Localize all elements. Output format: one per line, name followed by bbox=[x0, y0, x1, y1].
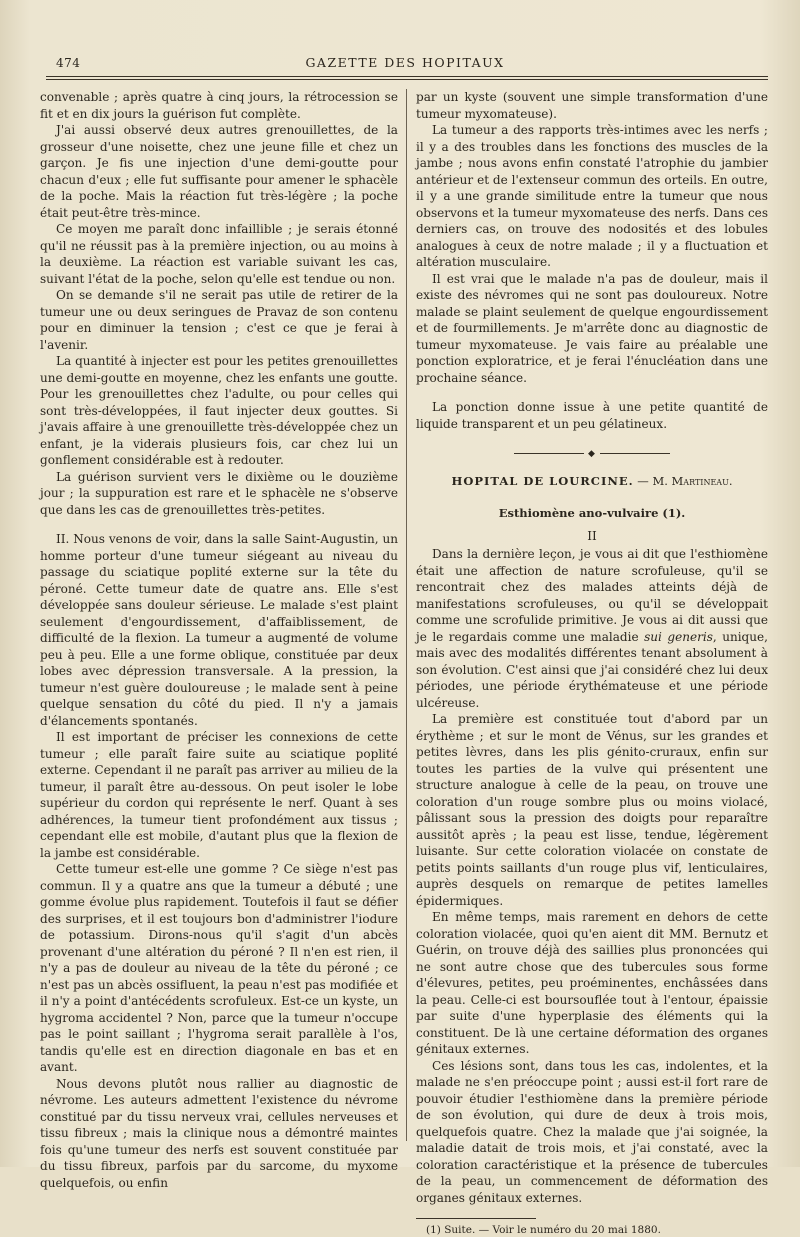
page-header bbox=[40, 48, 770, 72]
paragraph: Cette tumeur est-elle une gomme ? Ce siège n'est pas commun. Il y a quatre ans que la tumeur a débuté ; une gomme évolue plus rapidement. Toutefois il faut se défier des surprises, et il est toujours bon d'administrer l'iodure de potassium. Dirons-nous qu'il s'agit d'un abcès provenant d'une altération du péroné ? Il n'en est rien, il n'y a pas de douleur au niveau de la tête du péroné ; ce n'est pas un abcès ossifluent, la peau n'est pas modifiée et il n'y a point d'antécédents scrofuleux. Est-ce un kyste, un hygroma accidentel ? Non, parce que la tumeur n'occupe pas le point saillant ; l'hygroma serait parallèle à l'os, tandis qu'elle est en direction diagonale en bas et en avant. bbox=[40, 862, 398, 1074]
paragraph: convenable ; après quatre à cinq jours, la rétrocession se fit et en dix jours la guérison fut complète. bbox=[40, 90, 398, 121]
column-divider bbox=[406, 89, 407, 1141]
paragraph: II. Nous venons de voir, dans la salle Saint-Augustin, un homme porteur d'une tumeur siégeant au niveau du passage du sciatique poplité externe sur la tête du péroné. Cette tumeur date de quatre ans. Elle s'est développée sans douleur sérieuse. Le malade s'est plaint seulement d'engourdissement, d'affaiblissement, de difficulté de la flexion. La tumeur a augmenté de volume peu à peu. Elle a une forme oblique, constituée par deux lobes avec dépression transversale. A la pression, la tumeur n'est guère douloureuse ; le malade sent à peine quelque sensation du côté du pied. Il n'y a jamais d'élancements spontanés. bbox=[40, 532, 398, 728]
heading-separator: — bbox=[633, 473, 653, 488]
italic-term: sui generis bbox=[644, 629, 713, 644]
paragraph: En même temps, mais rarement en dehors de cette coloration violacée, quoi qu'en aient dit MM. Bernutz et Guérin, on trouve déjà des saillies plus prononcées qui ne sont autre chose que des tubercules sous forme d'élevures, petites, peu proéminentes, enchâssées dans la peau. Celle-ci est boursouflée tout à l'entour, épaissie par suite d'une hyperplasie des éléments qui la constituent. De là une certaine déformation des organes génitaux externes. bbox=[416, 910, 768, 1056]
paragraph: Ces lésions sont, dans tous les cas, indolentes, et la malade ne s'en préoccupe point ; aussi est-il fort rare de pouvoir étudier l'esthiomène dans la première période de son évolution, qui dure de deux à trois mois, quelquefois quatre. Chez la malade que j'ai soignée, la maladie datait de trois mois, et j'ai constaté, avec la coloration caractéristique et la présence de tubercules de la peau, un commencement de déformation des organes génitaux externes. bbox=[416, 1058, 768, 1205]
paragraph: Il est vrai que le malade n'a pas de douleur, mais il existe des névromes qui ne sont pas douloureux. Notre malade se plaint seulement de quelque engourdissement et de fourmillements. Je m'arrête donc au diagnostic de tumeur myxomateuse. Je vais faire au préalable une ponction exploratrice, et je ferai l'énucléation dans une prochaine séance. bbox=[416, 271, 768, 385]
paragraph: par un kyste (souvent une simple transformation d'une tumeur myxomateuse). bbox=[416, 90, 768, 121]
paragraph-gap bbox=[416, 386, 768, 399]
running-title: GAZETTE DES HOPITAUX bbox=[305, 55, 505, 70]
right-column bbox=[416, 89, 768, 1237]
paragraph-gap bbox=[40, 518, 398, 531]
section-separator bbox=[416, 446, 768, 463]
paragraph-text: , unique, mais avec des modalités différentes tenant absolument à son évolution. C'est ainsi que j'ai considéré chez lui deux périodes, une période érythémateuse et une période ulcéreuse. bbox=[416, 629, 768, 710]
header-rule-thin bbox=[46, 79, 768, 80]
paragraph: La guérison survient vers le dixième ou le douzième jour ; la suppuration est rare et le sphacèle ne s'observe que dans les cas de grenouillettes très-petites. bbox=[40, 469, 398, 517]
article-title: Esthiomène ano-vulvaire (1). bbox=[498, 506, 686, 520]
section-heading bbox=[416, 473, 768, 490]
professor-name: M. Martineau. bbox=[652, 473, 733, 488]
hospital-name: HOPITAL DE LOURCINE. bbox=[451, 473, 634, 488]
page-number: 474 bbox=[56, 56, 81, 70]
paragraph: La ponction donne issue à une petite quantité de liquide transparent et un peu gélatineux. bbox=[416, 400, 768, 431]
paragraph: La tumeur a des rapports très-intimes avec les nerfs ; il y a des troubles dans les fonctions des muscles de la jambe ; nous avons enfin constaté l'atrophie du jambier antérieur et de l'extenseur commun des orteils. En outre, il y a une grande similitude entre la tumeur que nous observons et la tumeur myxomateuse des nerfs. Dans ces derniers cas, on trouve des nodosités et des lobules analogues à ceux de notre malade ; il y a fluctuation et altération musculaire. bbox=[416, 123, 768, 269]
header-rule bbox=[46, 76, 768, 77]
left-column bbox=[40, 89, 398, 1191]
paragraph: J'ai aussi observé deux autres grenouillettes, de la grosseur d'une noisette, chez une jeune fille et chez un garçon. Je fis une injection d'une demi-goutte pour chacun d'eux ; elle fut suffisante pour amener le sphacèle de la poche. Mais la réaction fut très-légère ; la poche était peut-être très-mince. bbox=[40, 123, 398, 220]
paragraph: La première est constituée tout d'abord par un érythème ; et sur le mont de Vénus, sur les grandes et petites lèvres, dans les plis génito-cruraux, enfin sur toutes les parties de la vulve qui présentent une structure analogue à celle de la peau, on trouve une coloration d'un rouge sombre plus ou moins violacé, pâlissant sous la pression des doigts pour reparaître aussitôt après ; la peau est lisse, tendue, légèrement luisante. Sur cette coloration violacée on constate de petits points saillants d'un rouge plus vif, lenticulaires, auprès desquels on remarque de petites lamelles épidermiques. bbox=[416, 712, 768, 908]
paragraph: On se demande s'il ne serait pas utile de retirer de la tumeur une ou deux seringues de Pravaz de son contenu pour en diminuer la tension ; c'est ce que je ferai à l'avenir. bbox=[40, 288, 398, 352]
paragraph bbox=[416, 546, 768, 711]
separator-line bbox=[600, 453, 670, 454]
lesson-number: II bbox=[587, 528, 597, 543]
footnote: (1) Suite. — Voir le numéro du 20 mai 1880. bbox=[426, 1224, 661, 1236]
separator-line bbox=[514, 453, 584, 454]
paragraph: Ce moyen me paraît donc infaillible ; je serais étonné qu'il ne réussit pas à la première injection, ou au moins à la deuxième. La réaction est variable suivant les cas, suivant l'état de la poche, selon qu'elle est tendue ou non. bbox=[40, 222, 398, 286]
paragraph: Il est important de préciser les connexions de cette tumeur ; elle paraît faire suite au sciatique poplité externe. Cependant il ne paraît pas arriver au milieu de la tumeur, il paraît être au-dessous. On peut isoler le lobe supérieur du cordon qui représente le nerf. Quant à ses adhérences, la tumeur tient profondément aux tissus ; cependant elle est mobile, d'autant plus que la flexion de la jambe est considérable. bbox=[40, 730, 398, 860]
paragraph-text: Dans la dernière leçon, je vous ai dit que l'esthiomène était une affection de nature scrofuleuse, qu'il se rencontrait chez des malades atteints déjà de manifestations scrofuleuses, ou qu'il se développait comme une scrofulide primitive. Je vous ai dit aussi que je le regardais comme une maladie bbox=[416, 547, 768, 644]
paragraph: Nous devons plutôt nous rallier au diagnostic de névrome. Les auteurs admettent l'existence du névrome constitué par du tissu nerveux vrai, cellules nerveuses et tissu fibreux ; mais la clinique nous a démontré maintes fois qu'une tumeur des nerfs est souvent constituée par du tissu fibreux, parfois par du sarcome, du myxome quelquefois, ou enfin bbox=[40, 1076, 398, 1190]
ornament-icon: ◆ bbox=[588, 449, 596, 459]
paragraph: La quantité à injecter est pour les petites grenouillettes une demi-goutte en moyenne, chez les enfants une goutte. Pour les grenouillettes chez l'adulte, ou pour celles qui sont très-développées, il faut injecter deux gouttes. Si j'avais affaire à une grenouillette très-développée chez un enfant, je la viderais plusieurs fois, car chez lui un gonflement considérable est à redouter. bbox=[40, 354, 398, 467]
footnote-rule bbox=[416, 1218, 536, 1219]
